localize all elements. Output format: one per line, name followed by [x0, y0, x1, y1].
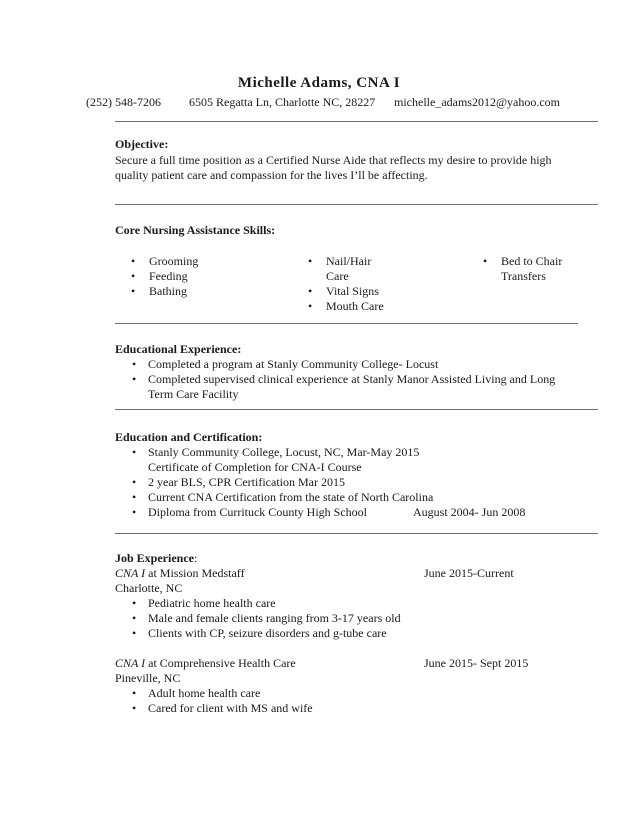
- skill-item: • Bed to Chair Transfers: [483, 254, 563, 283]
- objective-text-line: Secure a full time position as a Certified Nurse Aide that reflects my desire to provide high: [115, 153, 552, 167]
- educational-experience-heading: Educational Experience:: [115, 342, 242, 356]
- bullet-icon: •: [131, 254, 136, 268]
- divider: [115, 409, 598, 410]
- job-location: Pineville, NC: [115, 671, 181, 685]
- skills-column: [483, 254, 562, 284]
- bullet-icon: •: [131, 269, 136, 283]
- bullet-icon: •: [131, 284, 136, 298]
- bullet-icon: •: [132, 686, 137, 700]
- bullet-icon: •: [132, 490, 137, 504]
- job-employer: at Comprehensive Health Care: [145, 656, 296, 670]
- objective-text-line: quality patient care and compassion for the lives I’ll be affecting.: [115, 168, 428, 182]
- bullet-icon: •: [132, 372, 137, 386]
- list-item: • Completed a program at Stanly Community College- Locust: [132, 357, 439, 371]
- job-dates: June 2015- Sept 2015: [424, 656, 529, 670]
- skills-heading: Core Nursing Assistance Skills:: [115, 223, 276, 237]
- list-item: • Adult home health care: [132, 686, 261, 700]
- skill-item: • Feeding: [131, 269, 188, 283]
- diploma-dates: August 2004- Jun 2008: [413, 505, 526, 519]
- divider: [115, 204, 598, 205]
- skills-column: [308, 254, 384, 314]
- bullet-icon: •: [132, 357, 137, 371]
- divider: [115, 121, 598, 122]
- bullet-icon: •: [132, 596, 137, 610]
- list-item: • Pediatric home health care: [132, 596, 276, 610]
- bullet-icon: •: [308, 284, 313, 298]
- list-item: • Male and female clients ranging from 3-17 years old: [132, 611, 401, 625]
- list-item: • Current CNA Certification from the state of North Carolina: [132, 490, 434, 504]
- bullet-icon: •: [308, 254, 313, 268]
- contact-address: 6505 Regatta Ln, Charlotte NC, 28227: [189, 95, 376, 109]
- skill-item: • Vital Signs: [308, 284, 379, 298]
- divider: [115, 323, 578, 324]
- bullet-icon: •: [132, 445, 137, 459]
- list-item: • Cared for client with MS and wife: [132, 701, 313, 715]
- divider: [115, 533, 598, 534]
- job-employer: at Mission Medstaff: [145, 566, 245, 580]
- educational-experience-list: [115, 357, 555, 402]
- bullet-icon: •: [308, 299, 313, 313]
- bullet-icon: •: [483, 254, 488, 268]
- list-item: • Stanly Community College, Locust, NC, Mar-May 2015 Certificate of Completion for CNA-I Course: [132, 445, 420, 474]
- education-list: [115, 445, 433, 520]
- job-experience-heading: Job Experience:: [115, 551, 198, 565]
- job-title: CNA I: [115, 656, 146, 670]
- job-location: Charlotte, NC: [115, 581, 183, 595]
- list-item: • 2 year BLS, CPR Certification Mar 2015: [132, 475, 345, 489]
- bullet-icon: •: [132, 475, 137, 489]
- job-duties-list: [115, 596, 401, 641]
- job-title: CNA I: [115, 566, 146, 580]
- bullet-icon: •: [132, 505, 137, 519]
- contact-email: michelle_adams2012@yahoo.com: [394, 95, 561, 109]
- education-heading: Education and Certification:: [115, 430, 263, 444]
- bullet-icon: •: [132, 626, 137, 640]
- skills-column: [131, 254, 198, 299]
- list-item: • Diploma from Currituck County High School: [132, 505, 367, 519]
- bullet-icon: •: [132, 701, 137, 715]
- job-title-line: [115, 566, 245, 581]
- objective-heading: Objective:: [115, 137, 169, 151]
- skill-item: • Bathing: [131, 284, 187, 298]
- contact-phone: (252) 548-7206: [86, 95, 161, 109]
- list-item: • Clients with CP, seizure disorders and g-tube care: [132, 626, 387, 640]
- skill-item: • Mouth Care: [308, 299, 384, 313]
- job-dates: June 2015-Current: [424, 566, 514, 580]
- bullet-icon: •: [132, 611, 137, 625]
- list-item: • Completed supervised clinical experience at Stanly Manor Assisted Living and Long Term Care Facility: [132, 372, 556, 401]
- resume-name: Michelle Adams, CNA I: [237, 75, 401, 91]
- skill-item: • Nail/Hair Care: [308, 254, 372, 283]
- job-title-line: [115, 656, 296, 671]
- skill-item: • Grooming: [131, 254, 199, 268]
- job-duties-list: [115, 686, 313, 716]
